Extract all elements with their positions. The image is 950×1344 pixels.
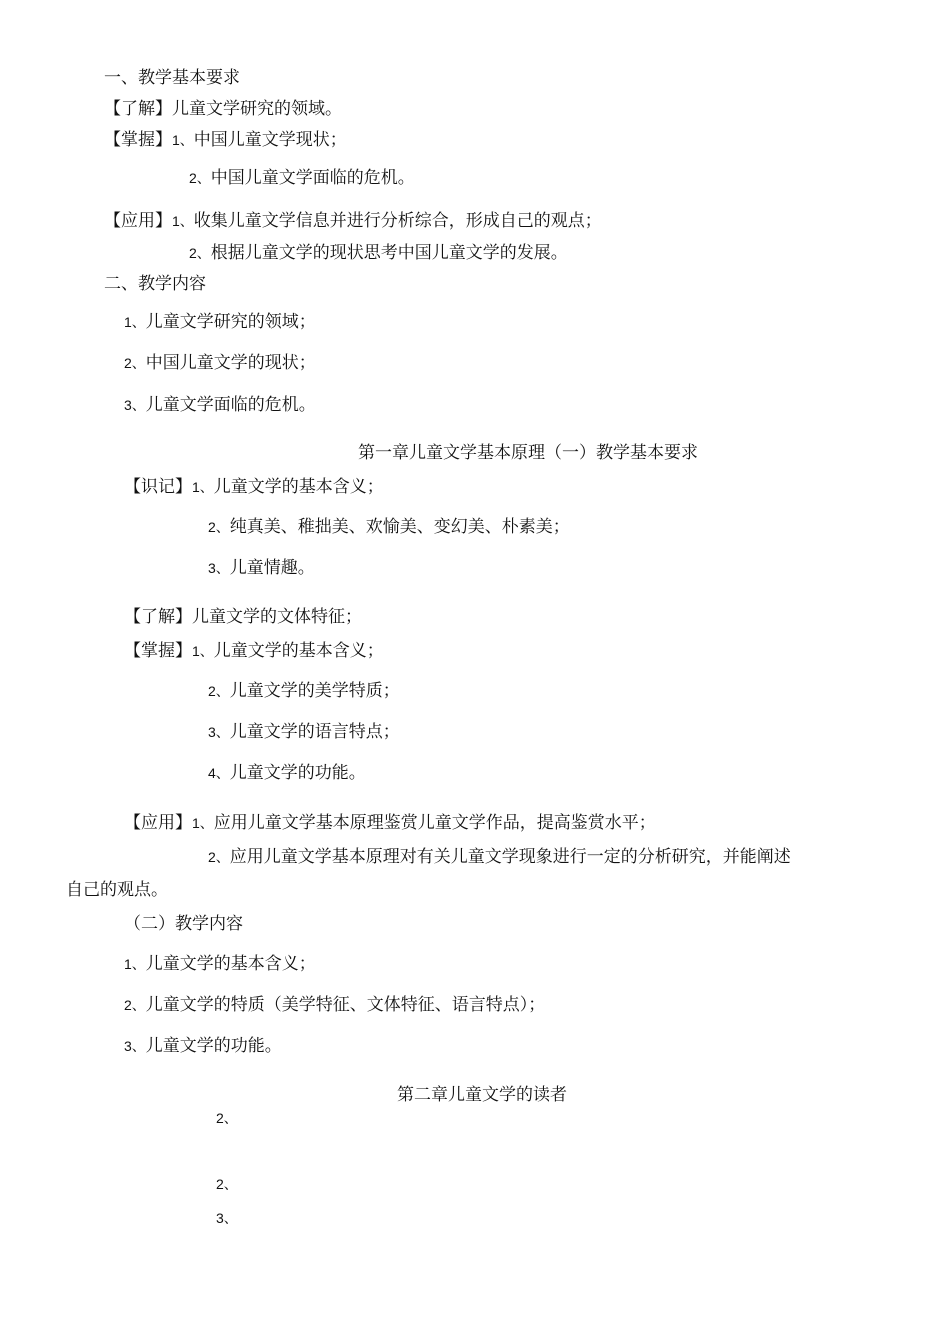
item-text: 儿童情趣。: [229, 558, 315, 578]
item-number: 1、: [192, 479, 214, 495]
memorize-line-2: [208, 516, 570, 538]
apply-line-1: [124, 812, 656, 834]
item-text: 应用儿童文学基本原理对有关儿童文学现象进行一定的分析研究，并能阐述: [229, 847, 791, 867]
section-heading-requirements: 一、教学基本要求: [104, 68, 240, 88]
understand-tag: 【了解】: [104, 99, 172, 119]
item-text: 中国儿童文学现状；: [193, 130, 347, 150]
item-text: 中国儿童文学的现状；: [145, 353, 316, 373]
list-item-number: 3、: [216, 1210, 238, 1226]
list-item: [124, 1035, 282, 1057]
item-number: 2、: [189, 245, 211, 261]
understand-tag: 【了解】: [124, 607, 192, 627]
master-line-4: [208, 762, 366, 784]
item-number: 3、: [208, 724, 230, 740]
item-number: 1、: [124, 956, 146, 972]
section-heading-content: 二、教学内容: [104, 274, 206, 294]
item-number: 3、: [208, 560, 230, 576]
item-text: 收集儿童文学信息并进行分析综合，形成自己的观点；: [193, 211, 602, 231]
item-text: 儿童文学的美学特质；: [229, 681, 400, 701]
list-item: [124, 953, 316, 975]
item-number: 3、: [124, 1038, 146, 1054]
chapter-title: 第二章儿童文学的读者: [397, 1085, 567, 1105]
master-tag: 【掌握】: [104, 130, 172, 150]
section-heading-content: （二）教学内容: [124, 914, 243, 934]
apply-line-1: [104, 210, 602, 232]
item-text: 中国儿童文学面临的危机。: [210, 168, 415, 188]
item-text: 儿童文学的功能。: [229, 763, 366, 783]
item-text: 根据儿童文学的现状思考中国儿童文学的发展。: [210, 243, 568, 263]
item-number: 2、: [208, 683, 230, 699]
item-number: 4、: [208, 765, 230, 781]
item-number: 2、: [124, 997, 146, 1013]
item-number: 2、: [124, 355, 146, 371]
chapter-title: 第一章儿童文学基本原理（一）教学基本要求: [358, 443, 698, 463]
list-item: [124, 394, 316, 416]
list-item-number: 2、: [216, 1110, 238, 1126]
item-text: 儿童文学的基本含义；: [213, 477, 384, 497]
apply-tag: 【应用】: [104, 211, 172, 231]
understand-text: 儿童文学的文体特征；: [192, 607, 362, 627]
item-text: 纯真美、稚拙美、欢愉美、变幻美、朴素美；: [229, 517, 570, 537]
memorize-tag: 【识记】: [124, 477, 192, 497]
list-item: [124, 352, 316, 374]
list-item-number: 2、: [216, 1176, 238, 1192]
item-number: 2、: [208, 849, 230, 865]
item-number: 1、: [172, 132, 194, 148]
understand-text: 儿童文学研究的领域。: [172, 99, 342, 119]
memorize-line-1: [124, 476, 384, 498]
item-text: 儿童文学的语言特点；: [229, 722, 400, 742]
list-item: [124, 311, 316, 333]
memorize-line-3: [208, 557, 315, 579]
item-number: 1、: [124, 314, 146, 330]
master-tag: 【掌握】: [124, 641, 192, 661]
item-text: 儿童文学的功能。: [145, 1036, 282, 1056]
item-text: 儿童文学的特质（美学特征、文体特征、语言特点）；: [145, 995, 546, 1015]
master-line-1: [104, 129, 347, 151]
list-item: [124, 994, 545, 1016]
item-number: 2、: [208, 519, 230, 535]
item-number: 1、: [172, 213, 194, 229]
item-text: 应用儿童文学基本原理鉴赏儿童文学作品，提高鉴赏水平；: [213, 813, 656, 833]
item-number: 2、: [189, 170, 211, 186]
item-text: 儿童文学研究的领域；: [145, 312, 316, 332]
item-number: 1、: [192, 643, 214, 659]
item-number: 1、: [192, 815, 214, 831]
apply-tag: 【应用】: [124, 813, 192, 833]
master-line-1: [124, 640, 384, 662]
apply-line-2: [208, 846, 791, 868]
understand-line: [124, 606, 362, 628]
apply-line-2-continued: 自己的观点。: [66, 880, 168, 900]
master-line-2: [189, 167, 415, 189]
apply-line-2: [189, 242, 568, 264]
item-text: 儿童文学面临的危机。: [145, 395, 316, 415]
item-text: 儿童文学的基本含义；: [213, 641, 384, 661]
master-line-2: [208, 680, 400, 702]
item-number: 3、: [124, 397, 146, 413]
item-text: 儿童文学的基本含义；: [145, 954, 316, 974]
master-line-3: [208, 721, 400, 743]
understand-line: [104, 98, 342, 120]
